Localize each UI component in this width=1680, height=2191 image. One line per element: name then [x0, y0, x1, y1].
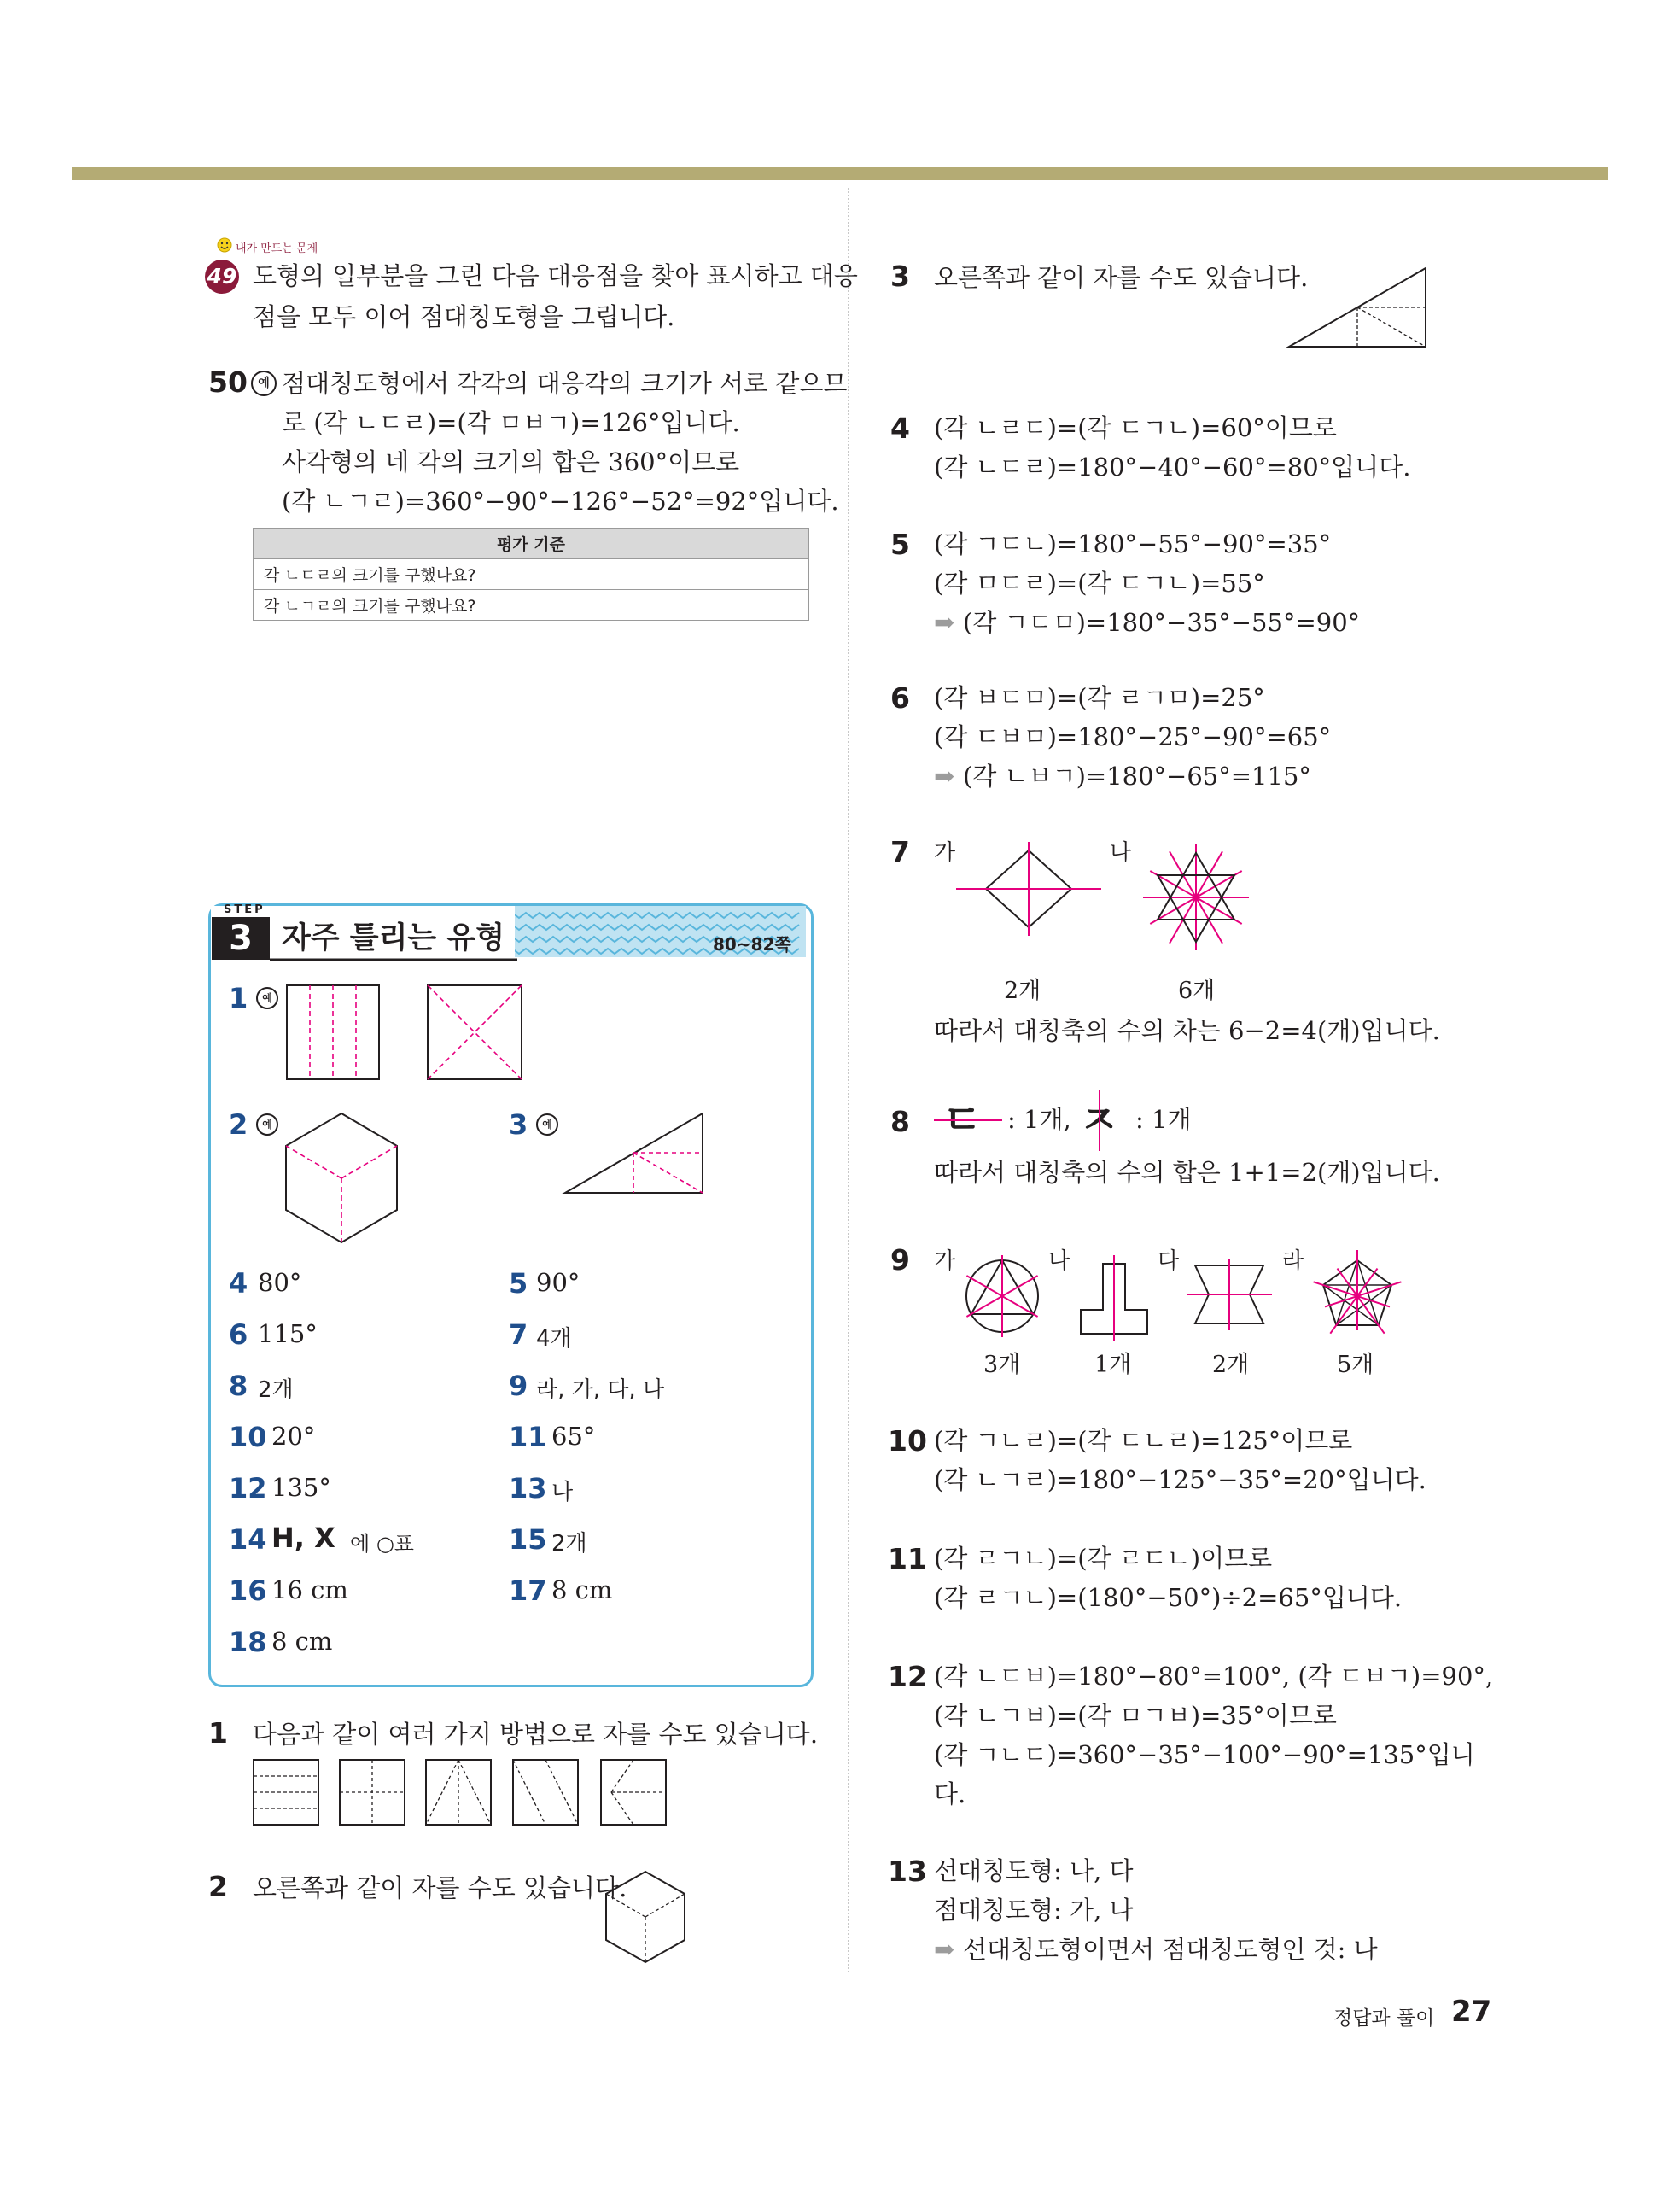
explanation-11-number: 11: [888, 1542, 927, 1575]
evaluation-row-2: 각 ㄴㄱㄹ의 크기를 구했나요?: [254, 590, 809, 621]
explanation-13-line-1: 선대칭도형: 나, 다: [934, 1856, 1134, 1885]
explanation-7-rhombus-figure: [956, 842, 1101, 936]
answer-8-number: 8: [229, 1370, 248, 1402]
answer-1-example-text: 예: [262, 992, 272, 1004]
step-number: 3: [212, 917, 270, 960]
explanation-7-label-a: 가: [934, 840, 956, 866]
explanation-2-number: 2: [208, 1870, 228, 1903]
answer-5-number: 5: [509, 1267, 528, 1300]
answer-2-hexagon-figure: [284, 1112, 400, 1244]
explanation-1-text: 다음과 같이 여러 가지 방법으로 자를 수도 있습니다.: [253, 1720, 819, 1749]
answer-10-number: 10: [229, 1421, 267, 1453]
explanation-9-count-b: 1개: [1094, 1352, 1132, 1378]
explanation-7-label-b: 나: [1110, 840, 1132, 866]
arrow-icon: ➡: [934, 762, 955, 791]
explanation-2-hexagon: [604, 1870, 686, 1964]
answer-13-number: 13: [509, 1472, 547, 1504]
step-title: 자주 틀리는 유형: [282, 921, 505, 955]
explanation-5-line-2: (각 ㅁㄷㄹ)=(각 ㄷㄱㄴ)=55°: [934, 569, 1265, 598]
answer-12-value: 135°: [271, 1473, 331, 1502]
q50-line-4: (각 ㄴㄱㄹ)=360°−90°−126°−52°=92°입니다.: [282, 487, 839, 516]
column-divider: [848, 188, 849, 1972]
explanation-1-cut-squares: [253, 1759, 668, 1826]
step-pages: 80~82쪽: [713, 934, 791, 955]
explanation-9-label-d: 라: [1282, 1248, 1304, 1274]
example-mark: [251, 371, 277, 396]
header-bar: [72, 167, 1608, 180]
explanation-6-line-3: (각 ㄴㅂㄱ)=180°−65°=115°: [963, 762, 1311, 791]
explanation-10-line-2: (각 ㄴㄱㄹ)=180°−125°−35°=20°입니다.: [934, 1465, 1426, 1494]
explanation-8-count-b: : 1개: [1135, 1105, 1192, 1134]
answer-18-number: 18: [229, 1626, 267, 1658]
arrow-icon: ➡: [934, 608, 955, 637]
answer-6-number: 6: [229, 1318, 248, 1351]
explanation-8-glyph-b: ㅈ: [1079, 1096, 1119, 1144]
q49-line-2: 점을 모두 이어 점대칭도형을 그립니다.: [253, 302, 675, 331]
explanation-1-number: 1: [208, 1716, 228, 1750]
answer-16-number: 16: [229, 1575, 267, 1607]
evaluation-table: [253, 528, 809, 621]
explanation-2-text: 오른쪽과 같이 자를 수도 있습니다.: [253, 1873, 627, 1902]
answer-13-value: 나: [551, 1480, 574, 1505]
answer-1-square-cut-vertical: [286, 984, 380, 1080]
answer-17-number: 17: [509, 1575, 547, 1607]
answer-2-example-text: 예: [262, 1119, 272, 1131]
explanation-13-number: 13: [888, 1855, 927, 1888]
explanation-4-line-1: (각 ㄴㄹㄷ)=(각 ㄷㄱㄴ)=60°이므로: [934, 413, 1337, 442]
explanation-6-number: 6: [890, 681, 910, 715]
explanation-11-line-1: (각 ㄹㄱㄴ)=(각 ㄹㄷㄴ)이므로: [934, 1544, 1273, 1573]
explanation-9-pentagon-star-figure: [1306, 1245, 1409, 1347]
explanation-10-line-1: (각 ㄱㄴㄹ)=(각 ㄷㄴㄹ)=125°이므로: [934, 1426, 1353, 1455]
footer-label: 정답과 풀이: [1333, 2007, 1435, 2030]
answer-9-value: 라, 가, 다, 나: [536, 1377, 665, 1403]
explanation-8-axis-a: [934, 1119, 1002, 1122]
explanation-3-number: 3: [890, 260, 910, 293]
explanation-7-count-a: 2개: [1004, 978, 1041, 1004]
answer-2-number: 2: [229, 1108, 248, 1141]
explanation-12-line-1: (각 ㄴㄷㅂ)=180°−80°=100°, (각 ㄷㅂㄱ)=90°,: [934, 1662, 1494, 1691]
page-number: 27: [1451, 1995, 1492, 2029]
answer-16-value: 16 cm: [271, 1575, 348, 1604]
answer-8-value: 2개: [258, 1377, 294, 1403]
answer-12-number: 12: [229, 1472, 267, 1504]
explanation-7-number: 7: [890, 835, 910, 868]
explanation-3-triangle: [1287, 266, 1427, 348]
explanation-9-label-c: 다: [1158, 1248, 1180, 1274]
explanation-9-count-c: 2개: [1212, 1352, 1250, 1378]
answer-3-number: 3: [509, 1108, 528, 1141]
explanation-9-count-d: 5개: [1337, 1352, 1374, 1378]
answer-4-value: 80°: [258, 1268, 302, 1297]
answer-17-value: 8 cm: [551, 1575, 613, 1604]
answer-14-number: 14: [229, 1523, 267, 1556]
answer-1-example-mark: [256, 987, 278, 1009]
q49-line-1: 도형의 일부분을 그린 다음 대응점을 찾아 표시하고 대응: [253, 261, 858, 290]
explanation-11-line-2: (각 ㄹㄱㄴ)=(180°−50°)÷2=65°입니다.: [934, 1583, 1403, 1612]
answer-15-value: 2개: [551, 1531, 587, 1557]
explanation-3-text: 오른쪽과 같이 자를 수도 있습니다.: [934, 263, 1309, 292]
explanation-9-number: 9: [890, 1243, 910, 1277]
explanation-4-line-2: (각 ㄴㄷㄹ)=180°−40°−60°=80°입니다.: [934, 453, 1411, 482]
explanation-12-line-2: (각 ㄴㄱㅂ)=(각 ㅁㄱㅂ)=35°이므로: [934, 1701, 1337, 1730]
answer-2-example-mark: [256, 1113, 278, 1136]
smiley-icon: [217, 237, 232, 253]
explanation-12-line-4: 다.: [934, 1779, 966, 1808]
evaluation-table-header: 평가 기준: [254, 529, 809, 559]
answer-11-value: 65°: [551, 1422, 596, 1451]
q50-line-3: 사각형의 네 각의 크기의 합은 360°이므로: [282, 447, 740, 476]
explanation-7-star-figure: [1140, 842, 1251, 953]
step-title-underline: [270, 958, 517, 961]
explanation-13-line-2: 점대칭도형: 가, 나: [934, 1896, 1134, 1925]
explanation-9-label-b: 나: [1048, 1248, 1070, 1274]
explanation-5-number: 5: [890, 528, 910, 561]
q50-line-2: 로 (각 ㄴㄷㄹ)=(각 ㅁㅂㄱ)=126°입니다.: [282, 408, 740, 437]
answer-5-value: 90°: [536, 1268, 580, 1297]
explanation-10-number: 10: [888, 1424, 927, 1458]
example-mark-text: 예: [258, 377, 270, 390]
question-50-number: 50: [208, 365, 248, 399]
explanation-12-line-3: (각 ㄱㄴㄷ)=360°−35°−100°−90°=135°입니: [934, 1740, 1475, 1769]
explanation-8-glyph-a: ㄷ: [942, 1096, 983, 1144]
explanation-12-number: 12: [888, 1660, 927, 1693]
arrow-icon: ➡: [934, 1935, 955, 1964]
explanation-7-count-b: 6개: [1178, 978, 1216, 1004]
answer-14-letters: H, X: [271, 1522, 335, 1554]
explanation-5-line-1: (각 ㄱㄷㄴ)=180°−55°−90°=35°: [934, 529, 1332, 558]
explanation-6-line-1: (각 ㅂㄷㅁ)=(각 ㄹㄱㅁ)=25°: [934, 683, 1265, 712]
explanation-6-line-2: (각 ㄷㅂㅁ)=180°−25°−90°=65°: [934, 722, 1332, 751]
step-label: STEP: [224, 903, 265, 916]
explanation-9-label-a: 가: [934, 1248, 956, 1274]
answer-3-example-text: 예: [542, 1119, 552, 1131]
answer-1-square-cut-diagonal: [427, 984, 522, 1080]
explanation-9-count-a: 3개: [983, 1352, 1021, 1378]
explanation-7-text: 따라서 대칭축의 수의 차는 6−2=4(개)입니다.: [934, 1016, 1440, 1045]
explanation-9-t-shape-figure: [1077, 1255, 1151, 1341]
answer-15-number: 15: [509, 1523, 547, 1556]
question-49-number: 49: [207, 264, 237, 289]
explanation-13-line-3: 선대칭도형이면서 점대칭도형인 것: 나: [963, 1935, 1378, 1964]
answer-14-value: 에 ○표: [350, 1532, 414, 1556]
explanation-4-number: 4: [890, 412, 910, 445]
evaluation-row-1: 각 ㄴㄷㄹ의 크기를 구했나요?: [254, 559, 809, 590]
answer-7-value: 4개: [536, 1326, 572, 1352]
explanation-8-text: 따라서 대칭축의 수의 합은 1+1=2(개)입니다.: [934, 1158, 1440, 1187]
q50-line-1: 점대칭도형에서 각각의 대응각의 크기가 서로 같으므: [282, 369, 848, 398]
explanation-9-circle-figure: [960, 1253, 1045, 1339]
explanation-9-bowtie-figure: [1187, 1259, 1272, 1330]
question-badge-label: 내가 만드는 문제: [236, 242, 318, 255]
explanation-8-number: 8: [890, 1105, 910, 1138]
answer-1-number: 1: [229, 982, 248, 1014]
answer-11-number: 11: [509, 1421, 547, 1453]
explanation-5-line-3: (각 ㄱㄷㅁ)=180°−35°−55°=90°: [963, 608, 1361, 637]
answer-3-triangle-figure: [563, 1112, 704, 1195]
answer-6-value: 115°: [258, 1319, 318, 1348]
explanation-8-count-a: : 1개,: [1007, 1105, 1071, 1134]
explanation-8-axis-b: [1098, 1090, 1101, 1151]
answer-3-example-mark: [536, 1113, 558, 1136]
answer-18-value: 8 cm: [271, 1627, 333, 1656]
answer-10-value: 20°: [271, 1422, 316, 1451]
answer-7-number: 7: [509, 1318, 528, 1351]
answer-9-number: 9: [509, 1370, 528, 1402]
answer-4-number: 4: [229, 1267, 248, 1300]
